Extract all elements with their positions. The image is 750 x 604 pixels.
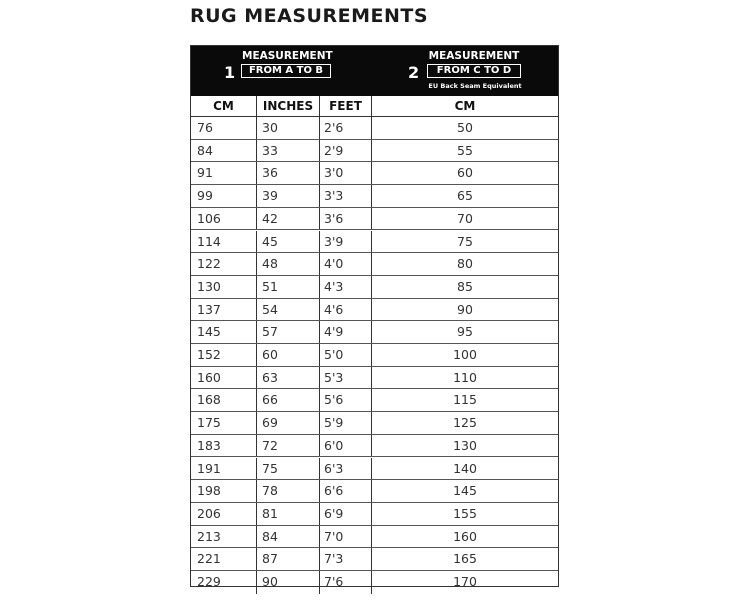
- header-box: FROM C TO D: [427, 64, 521, 78]
- cell-feet: 3'0: [319, 162, 371, 184]
- table-row: [191, 185, 558, 208]
- cell-cm: 198: [197, 483, 221, 499]
- cell-cm: 114: [197, 233, 221, 249]
- cell-cm: 206: [197, 505, 221, 521]
- cell-feet: 4'3: [319, 276, 371, 298]
- cell-cm: 122: [197, 256, 221, 272]
- cell-cm-cd: 110: [371, 367, 558, 389]
- cell-feet: 5'6: [319, 389, 371, 411]
- cell-feet: 6'3: [319, 458, 371, 480]
- cell-feet: 7'3: [319, 548, 371, 570]
- cell-cm-cd: 165: [371, 548, 558, 570]
- cell-inches: 84: [256, 526, 319, 548]
- table-row: [191, 526, 558, 549]
- cell-inches: 57: [256, 321, 319, 343]
- header-note: EU Back Seam Equivalent: [428, 82, 522, 90]
- column-header-cm: CM: [213, 99, 234, 113]
- header-group-cd: [371, 46, 558, 96]
- table-row: [191, 276, 558, 299]
- cell-inches: 30: [256, 117, 319, 139]
- cell-feet: 2'6: [319, 117, 371, 139]
- cell-inches: 48: [256, 253, 319, 275]
- cell-cm: 213: [197, 528, 221, 544]
- cell-feet: 3'9: [319, 231, 371, 253]
- cell-cm: 99: [197, 188, 213, 204]
- cell-inches: 66: [256, 389, 319, 411]
- cell-cm: 137: [197, 301, 221, 317]
- cell-feet: 6'0: [319, 435, 371, 457]
- cell-cm: 130: [197, 278, 221, 294]
- cell-cm: 152: [197, 347, 221, 362]
- header-number: 1: [224, 63, 236, 82]
- cell-inches: 45: [256, 231, 319, 253]
- table-row: [191, 208, 558, 231]
- cell-inches: 63: [256, 367, 319, 389]
- table-row: [191, 321, 558, 344]
- cell-inches: 33: [256, 140, 319, 162]
- cell-cm-cd: 65: [371, 185, 558, 207]
- table-row: [191, 231, 558, 254]
- cell-feet: 5'0: [319, 344, 371, 366]
- header-number: 2: [408, 63, 420, 82]
- cell-cm-cd: 160: [371, 526, 558, 548]
- column-header-inches: INCHES: [256, 96, 319, 116]
- table-row: [191, 571, 558, 594]
- cell-cm-cd: 60: [371, 162, 558, 184]
- table-row: [191, 435, 558, 458]
- cell-cm: 76: [197, 120, 213, 135]
- cell-inches: 36: [256, 162, 319, 184]
- table-row: [191, 162, 558, 185]
- cell-inches: 51: [256, 276, 319, 298]
- cell-inches: 78: [256, 480, 319, 502]
- cell-feet: 5'9: [319, 412, 371, 434]
- cell-feet: 2'9: [319, 140, 371, 162]
- cell-inches: 87: [256, 548, 319, 570]
- cell-cm: 229: [197, 574, 221, 589]
- cell-cm-cd: 115: [371, 389, 558, 411]
- measurement-table: [190, 45, 559, 587]
- table-row: [191, 412, 558, 435]
- cell-inches: 75: [256, 458, 319, 480]
- column-header-feet: FEET: [319, 96, 371, 116]
- table-row: [191, 458, 558, 481]
- cell-cm-cd: 90: [371, 299, 558, 321]
- cell-cm: 175: [197, 415, 221, 431]
- cell-feet: 6'6: [319, 480, 371, 502]
- header-label: MEASUREMENT: [242, 50, 333, 62]
- cell-cm: 106: [197, 210, 221, 226]
- table-row: [191, 480, 558, 503]
- cell-cm-cd: 85: [371, 276, 558, 298]
- cell-cm: 183: [197, 437, 221, 453]
- header-group-ab: [191, 46, 371, 96]
- cell-feet: 4'0: [319, 253, 371, 275]
- table-row: [191, 548, 558, 571]
- cell-cm: 160: [197, 369, 221, 385]
- cell-cm-cd: 80: [371, 253, 558, 275]
- cell-cm-cd: 95: [371, 321, 558, 343]
- cell-inches: 39: [256, 185, 319, 207]
- table-row: [191, 344, 558, 367]
- page-title: RUG MEASUREMENTS: [190, 5, 429, 27]
- table-header-band: [191, 46, 558, 96]
- cell-feet: 4'9: [319, 321, 371, 343]
- cell-cm: 84: [197, 142, 213, 158]
- cell-cm: 91: [197, 165, 213, 181]
- cell-cm-cd: 145: [371, 480, 558, 502]
- cell-cm-cd: 125: [371, 412, 558, 434]
- cell-feet: 3'3: [319, 185, 371, 207]
- cell-cm-cd: 100: [371, 344, 558, 366]
- cell-inches: 90: [256, 571, 319, 594]
- header-label: MEASUREMENT: [428, 50, 520, 62]
- cell-cm-cd: 55: [371, 140, 558, 162]
- table-row: [191, 299, 558, 322]
- table-row: [191, 117, 558, 140]
- cell-cm-cd: 75: [371, 231, 558, 253]
- cell-feet: 6'9: [319, 503, 371, 525]
- header-box: FROM A TO B: [241, 64, 331, 78]
- cell-cm: 145: [197, 324, 221, 340]
- table-row: [191, 503, 558, 526]
- table-row: [191, 140, 558, 163]
- cell-feet: 5'3: [319, 367, 371, 389]
- column-headers: [191, 96, 558, 117]
- cell-cm-cd: 130: [371, 435, 558, 457]
- table-row: [191, 367, 558, 390]
- table-row: [191, 389, 558, 412]
- cell-cm-cd: 155: [371, 503, 558, 525]
- cell-cm-cd: 50: [371, 117, 558, 139]
- cell-feet: 7'0: [319, 526, 371, 548]
- cell-cm: 168: [197, 392, 221, 408]
- cell-cm: 221: [197, 551, 221, 567]
- cell-cm-cd: 170: [371, 571, 558, 594]
- cell-feet: 4'6: [319, 299, 371, 321]
- cell-feet: 7'6: [319, 571, 371, 594]
- cell-inches: 60: [256, 344, 319, 366]
- cell-inches: 81: [256, 503, 319, 525]
- column-header-cm-cd: CM: [371, 96, 558, 116]
- table-row: [191, 253, 558, 276]
- cell-cm: 191: [197, 460, 221, 476]
- cell-inches: 54: [256, 299, 319, 321]
- cell-feet: 3'6: [319, 208, 371, 230]
- cell-inches: 42: [256, 208, 319, 230]
- cell-inches: 69: [256, 412, 319, 434]
- cell-cm-cd: 70: [371, 208, 558, 230]
- cell-inches: 72: [256, 435, 319, 457]
- cell-cm-cd: 140: [371, 458, 558, 480]
